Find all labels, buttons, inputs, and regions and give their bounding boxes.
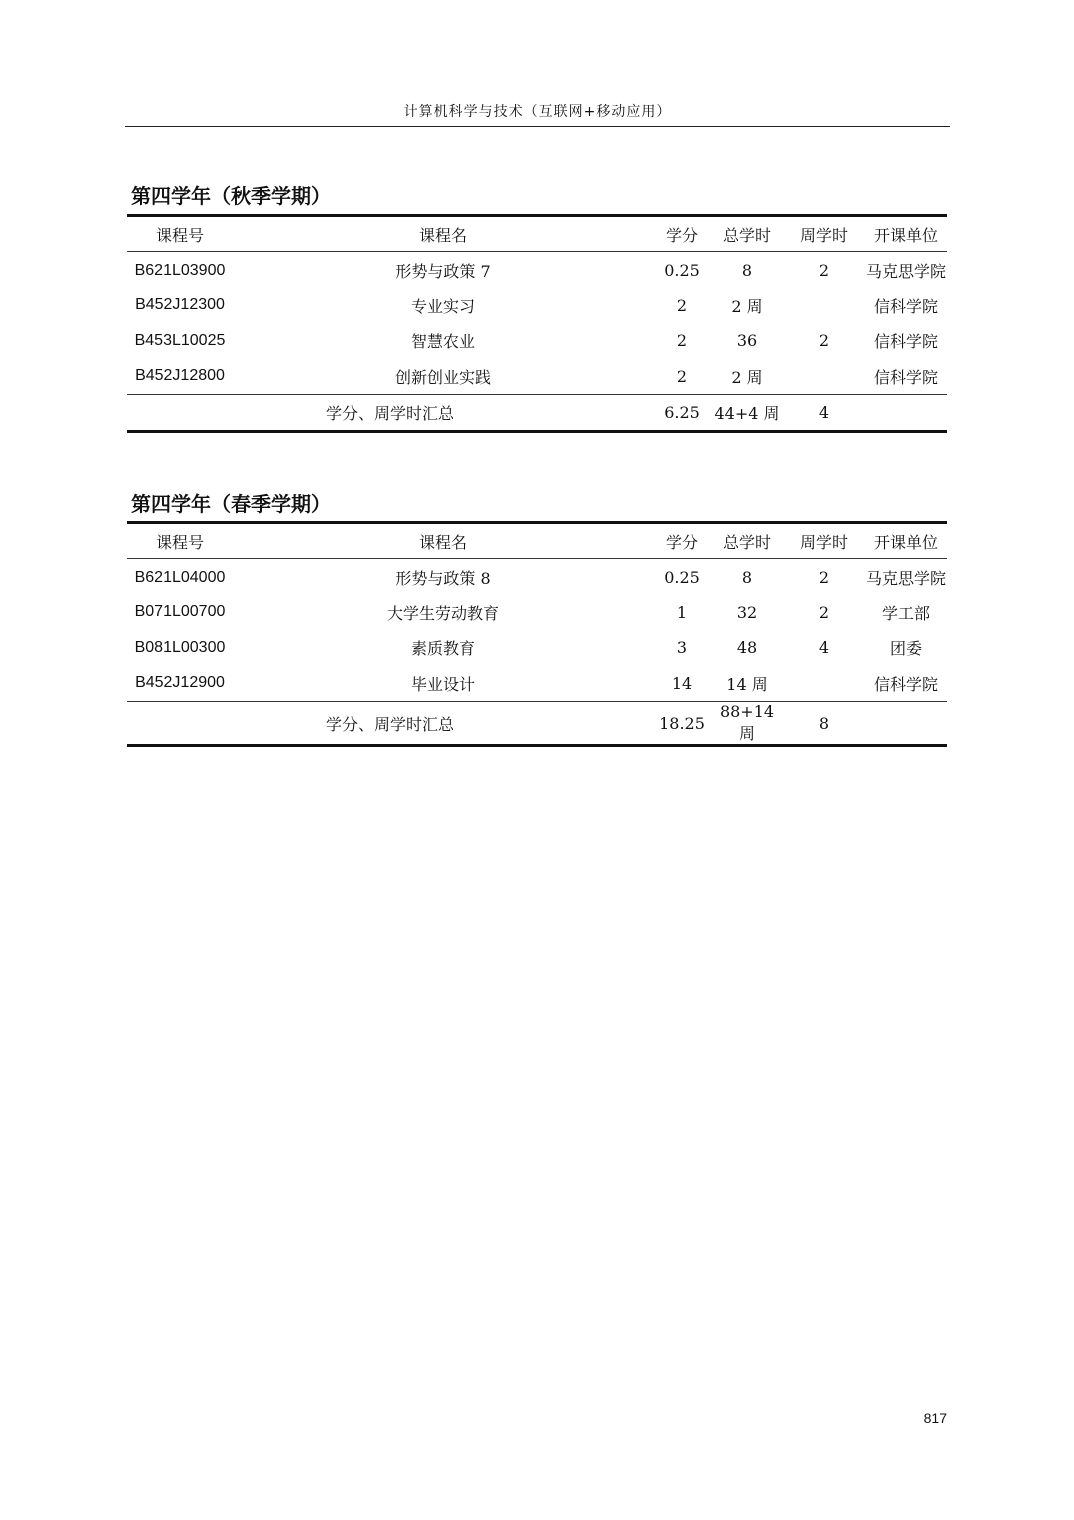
course-dept: 信科学院	[873, 674, 938, 694]
course-credit: 2	[676, 295, 688, 315]
table-row	[127, 630, 947, 666]
table-header-row	[127, 523, 947, 559]
course-weekly: 2	[818, 331, 830, 351]
course-hours: 14 周	[726, 674, 768, 694]
course-code: B452J12800	[135, 367, 225, 385]
course-hours: 2 周	[731, 367, 763, 387]
course-hours: 32	[736, 602, 758, 622]
course-weekly	[783, 359, 865, 395]
course-dept: 团委	[889, 639, 922, 659]
column-header-weekly: 周学时	[783, 523, 865, 559]
course-credit: 1	[676, 602, 688, 622]
section-title-spring: 第四学年（春季学期）	[131, 492, 331, 516]
table-row	[127, 252, 947, 288]
course-weekly: 4	[818, 638, 830, 658]
summary-dept	[865, 702, 947, 746]
course-table-autumn	[127, 214, 947, 433]
course-code: B452J12300	[135, 296, 225, 314]
table-row	[127, 666, 947, 702]
course-credit: 14	[671, 673, 693, 693]
column-header-code: 课程号	[127, 523, 233, 559]
summary-dept	[865, 395, 947, 432]
course-code: B071L00700	[134, 603, 226, 621]
summary-label: 学分、周学时汇总	[127, 702, 653, 746]
course-dept: 马克思学院	[865, 262, 946, 282]
table-header-row	[127, 216, 947, 252]
course-name: 形势与政策 8	[395, 569, 491, 589]
column-header-name: 课程名	[233, 216, 653, 252]
course-credit: 3	[676, 638, 688, 658]
column-header-hours: 总学时	[711, 523, 783, 559]
summary-credit: 18.25	[653, 702, 711, 746]
table-row	[127, 359, 947, 395]
course-weekly	[783, 287, 865, 323]
summary-row	[127, 702, 947, 746]
summary-hours: 44+4 周	[711, 395, 783, 432]
column-header-dept: 开课单位	[865, 523, 947, 559]
course-name: 专业实习	[410, 296, 475, 316]
course-name: 素质教育	[410, 639, 475, 659]
course-name: 大学生劳动教育	[386, 603, 499, 623]
course-dept: 信科学院	[873, 367, 938, 387]
course-code: B452J12900	[135, 674, 225, 692]
course-credit: 0.25	[664, 261, 700, 281]
course-weekly	[783, 666, 865, 702]
column-header-name: 课程名	[233, 523, 653, 559]
running-header: 计算机科学与技术（互联网+移动应用）	[125, 100, 950, 127]
course-code: B621L03900	[134, 261, 226, 279]
course-credit: 0.25	[664, 568, 700, 588]
section-title-autumn: 第四学年（秋季学期）	[131, 184, 331, 208]
course-dept: 信科学院	[873, 296, 938, 316]
table-row	[127, 323, 947, 359]
summary-hours: 88+14 周	[711, 702, 783, 746]
page-number: 817	[923, 1410, 947, 1426]
course-dept: 马克思学院	[865, 569, 946, 589]
course-code: B081L00300	[134, 638, 226, 656]
course-table-spring	[127, 521, 947, 747]
summary-credit: 6.25	[653, 395, 711, 432]
course-hours: 36	[736, 331, 758, 351]
course-hours: 48	[736, 638, 758, 658]
table-row	[127, 287, 947, 323]
column-header-code: 课程号	[127, 216, 233, 252]
course-hours: 8	[741, 261, 753, 281]
course-code: B453L10025	[134, 331, 226, 349]
column-header-weekly: 周学时	[783, 216, 865, 252]
course-name: 创新创业实践	[394, 367, 491, 387]
summary-label: 学分、周学时汇总	[127, 395, 653, 432]
course-hours: 2 周	[731, 296, 763, 316]
course-weekly: 2	[818, 261, 830, 281]
course-dept: 信科学院	[873, 332, 938, 352]
course-weekly: 2	[818, 568, 830, 588]
course-name: 毕业设计	[410, 674, 475, 694]
course-hours: 8	[741, 568, 753, 588]
course-dept: 学工部	[881, 603, 930, 623]
column-header-credit: 学分	[653, 216, 711, 252]
course-name: 智慧农业	[410, 332, 475, 352]
summary-weekly: 4	[783, 395, 865, 432]
course-credit: 2	[676, 366, 688, 386]
column-header-hours: 总学时	[711, 216, 783, 252]
table-row	[127, 559, 947, 595]
summary-row	[127, 395, 947, 432]
table-row	[127, 594, 947, 630]
course-name: 形势与政策 7	[395, 262, 491, 282]
course-weekly: 2	[818, 602, 830, 622]
course-credit: 2	[676, 331, 688, 351]
column-header-dept: 开课单位	[865, 216, 947, 252]
summary-weekly: 8	[783, 702, 865, 746]
course-code: B621L04000	[134, 568, 226, 586]
column-header-credit: 学分	[653, 523, 711, 559]
